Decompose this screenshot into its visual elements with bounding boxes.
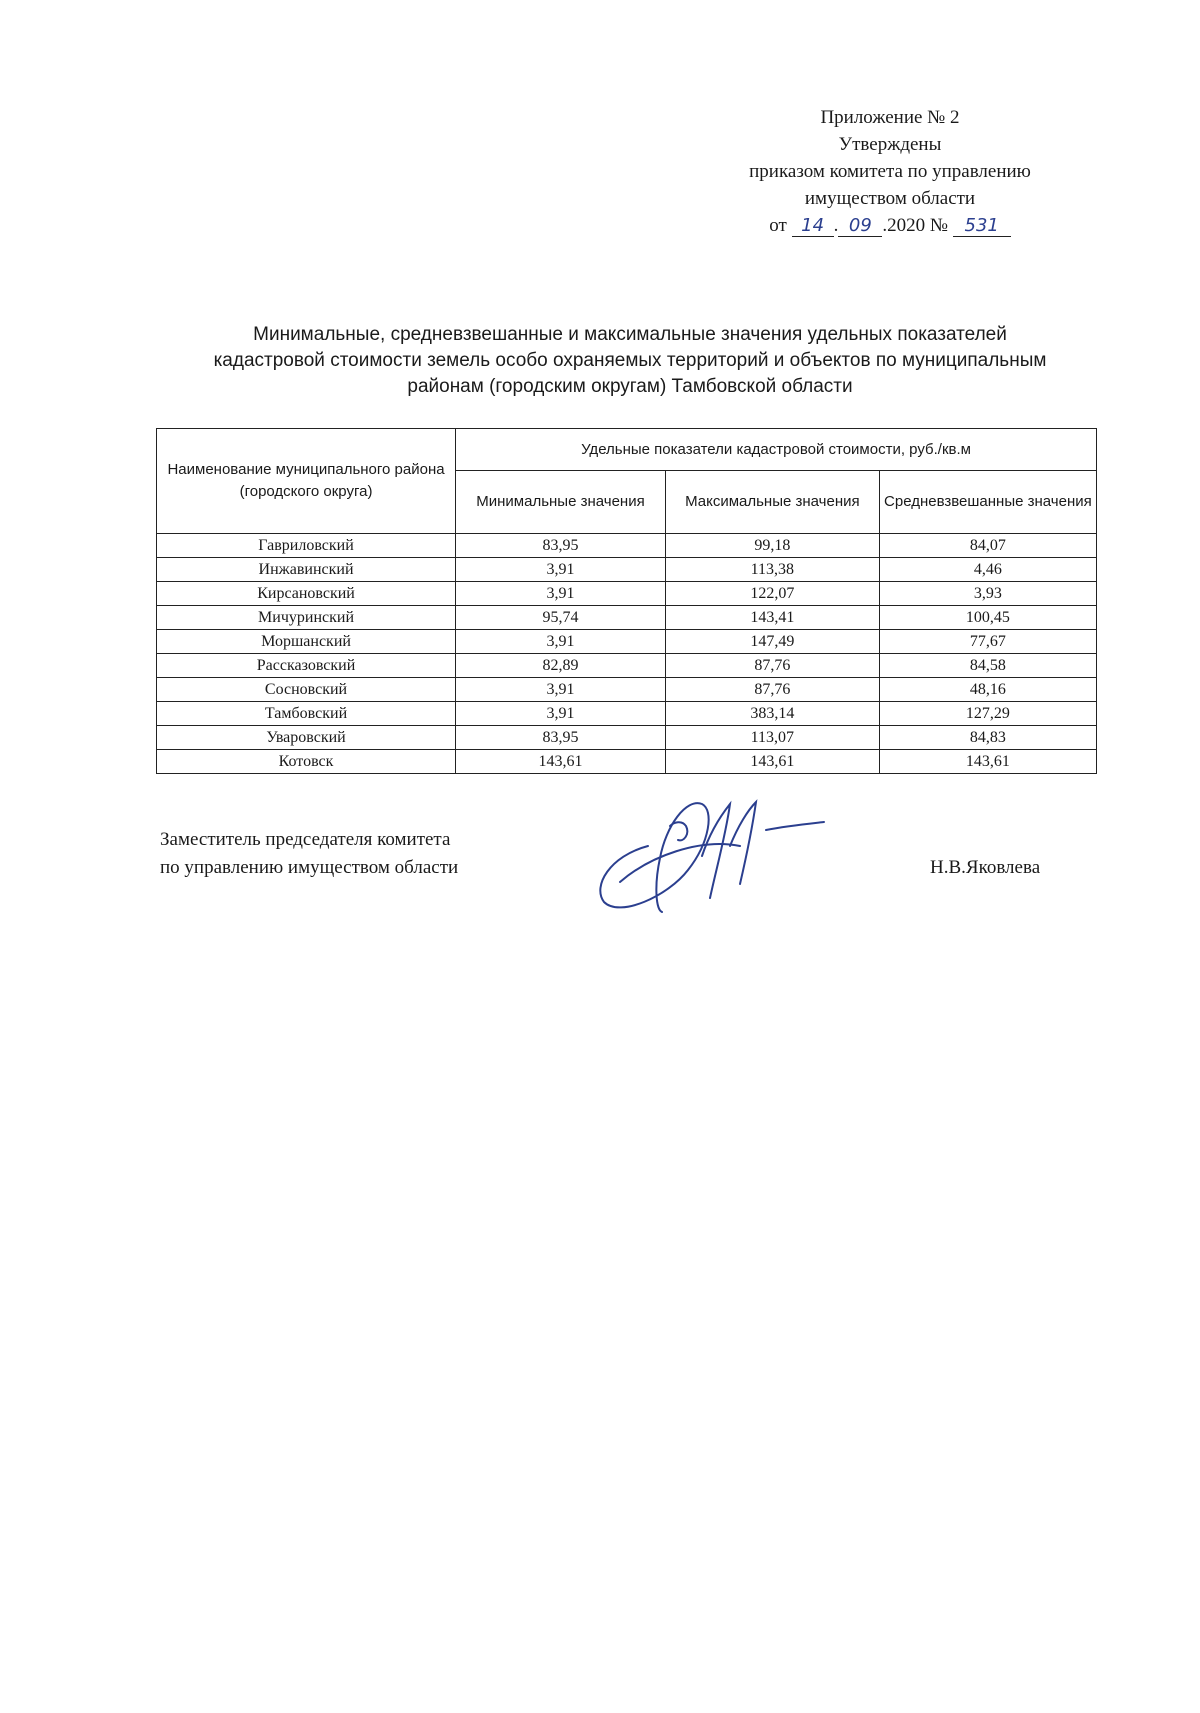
cell-avg: 84,07 xyxy=(879,534,1096,558)
table-row xyxy=(157,654,1097,678)
cell-min: 83,95 xyxy=(456,534,666,558)
cell-min: 83,95 xyxy=(456,726,666,750)
cell-district: Тамбовский xyxy=(157,702,456,726)
cell-min: 3,91 xyxy=(456,678,666,702)
cell-district: Рассказовский xyxy=(157,654,456,678)
cell-avg: 84,83 xyxy=(879,726,1096,750)
cell-min: 3,91 xyxy=(456,582,666,606)
cell-min: 3,91 xyxy=(456,558,666,582)
handwritten-signature xyxy=(590,786,850,916)
cell-avg: 100,45 xyxy=(879,606,1096,630)
date-day-field xyxy=(792,216,834,237)
cell-min: 82,89 xyxy=(456,654,666,678)
col-header-group: Удельные показатели кадастровой стоимости, руб./кв.м xyxy=(456,429,1097,471)
cell-min: 143,61 xyxy=(456,750,666,774)
table-body xyxy=(157,534,1097,774)
cell-min: 3,91 xyxy=(456,702,666,726)
table-row xyxy=(157,726,1097,750)
cell-max: 122,07 xyxy=(665,582,879,606)
cell-min: 95,74 xyxy=(456,606,666,630)
cell-district: Моршанский xyxy=(157,630,456,654)
date-prefix: от xyxy=(769,215,787,236)
cell-district: Кирсановский xyxy=(157,582,456,606)
position-line-2: по управлению имуществом области xyxy=(160,857,459,878)
col-header-min: Минимальные значения xyxy=(456,471,666,534)
date-month: 09 xyxy=(848,215,872,236)
cell-max: 99,18 xyxy=(665,534,879,558)
date-year: .2020 № xyxy=(882,215,948,236)
cell-avg: 127,29 xyxy=(879,702,1096,726)
date-sep: . xyxy=(833,215,839,236)
cadastral-values-table xyxy=(156,428,1097,774)
cell-district: Инжавинский xyxy=(157,558,456,582)
col-header-max: Максимальные значения xyxy=(665,471,879,534)
document-title xyxy=(150,322,1110,400)
signer-name: Н.В.Яковлева xyxy=(930,857,1041,878)
order-line-2: имуществом области xyxy=(804,188,976,209)
cell-min: 3,91 xyxy=(456,630,666,654)
cell-avg: 143,61 xyxy=(879,750,1096,774)
order-number: 531 xyxy=(964,215,999,236)
order-date-line xyxy=(700,212,1080,239)
title-line-2: кадастровой стоимости земель особо охраняемых территорий и объектов по муниципальным xyxy=(213,350,1047,371)
table-row xyxy=(157,702,1097,726)
order-number-field xyxy=(953,216,1011,237)
order-line-1: приказом комитета по управлению xyxy=(749,161,1031,182)
title-line-1: Минимальные, средневзвешанные и максимальные значения удельных показателей xyxy=(253,324,1007,345)
cell-max: 143,41 xyxy=(665,606,879,630)
cell-district: Гавриловский xyxy=(157,534,456,558)
col-header-avg: Средневзвешанные значения xyxy=(879,471,1096,534)
cell-district: Сосновский xyxy=(157,678,456,702)
table-row xyxy=(157,630,1097,654)
col-header-name: Наименование муниципального района (городского округа) xyxy=(157,429,456,534)
approval-header xyxy=(700,104,1080,239)
cell-avg: 84,58 xyxy=(879,654,1096,678)
table-row xyxy=(157,582,1097,606)
date-day: 14 xyxy=(801,215,825,236)
appendix-label: Приложение № 2 xyxy=(820,107,960,128)
table-row xyxy=(157,750,1097,774)
cell-max: 143,61 xyxy=(665,750,879,774)
approved-label: Утверждены xyxy=(838,134,942,155)
table-row xyxy=(157,534,1097,558)
cell-district: Котовск xyxy=(157,750,456,774)
title-line-3: районам (городским округам) Тамбовской области xyxy=(407,376,853,397)
signer-position xyxy=(160,826,560,882)
cell-max: 383,14 xyxy=(665,702,879,726)
cell-district: Мичуринский xyxy=(157,606,456,630)
table-row xyxy=(157,558,1097,582)
cell-max: 113,38 xyxy=(665,558,879,582)
cell-avg: 4,46 xyxy=(879,558,1096,582)
date-month-field xyxy=(838,216,882,237)
table-row xyxy=(157,606,1097,630)
cell-avg: 77,67 xyxy=(879,630,1096,654)
cell-max: 147,49 xyxy=(665,630,879,654)
cell-max: 87,76 xyxy=(665,654,879,678)
cell-avg: 3,93 xyxy=(879,582,1096,606)
position-line-1: Заместитель председателя комитета xyxy=(160,829,451,850)
cell-district: Уваровский xyxy=(157,726,456,750)
cell-max: 87,76 xyxy=(665,678,879,702)
table-row xyxy=(157,678,1097,702)
cell-max: 113,07 xyxy=(665,726,879,750)
cell-avg: 48,16 xyxy=(879,678,1096,702)
